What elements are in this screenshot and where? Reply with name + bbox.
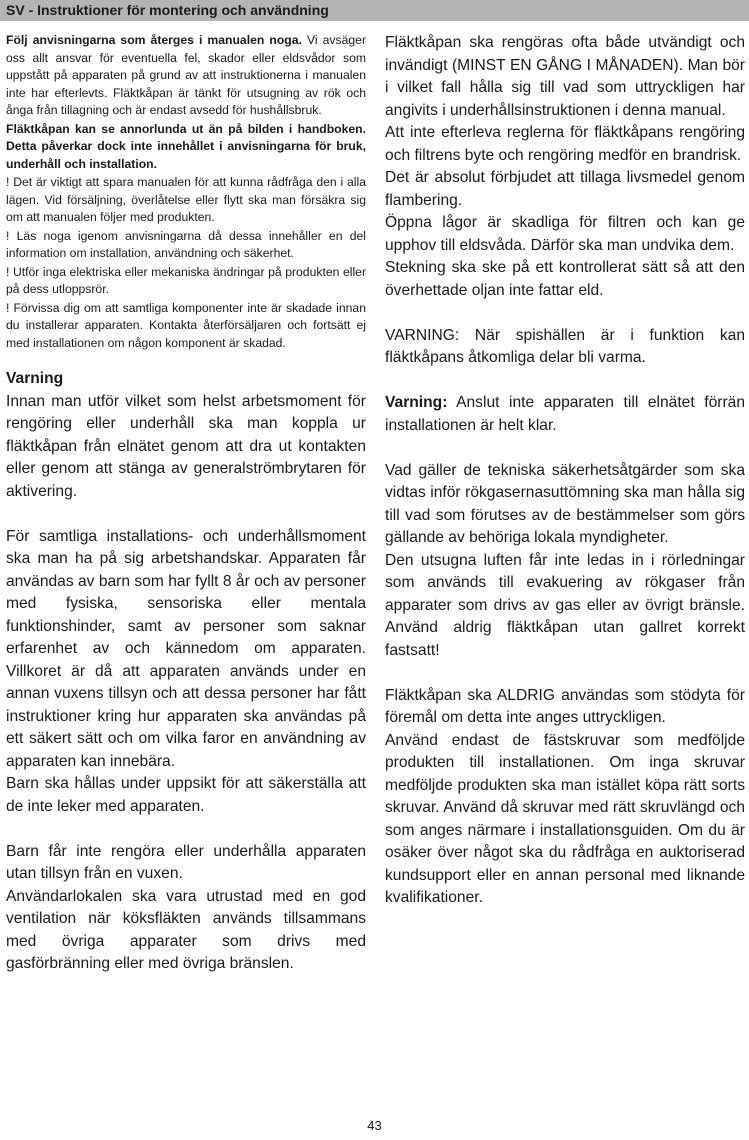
note-4: ! Förvissa dig om att samtliga komponenter inte är skadade innan du installerar apparaten. Kontakta återförsäljaren och fortsätt ej med installationen om någon komponent är skadad. xyxy=(6,300,366,350)
right-paragraph-1: Fläktkåpan ska rengöras ofta både utvändigt och invändigt (MINST EN GÅNG I MÅNADEN). Man bör i vilket fall hålla sig till vad som uttryckligen har angivits i underhållsinstruktionen i denna manual. xyxy=(385,34,745,119)
right-paragraph-6: VARNING: När spishällen är i funktion kan fläktkåpans åtkomliga delar bli varma. xyxy=(385,326,745,366)
cleaning-paragraph: Barn får inte rengöra eller underhålla apparaten utan tillsyn från en vuxen. xyxy=(6,842,366,882)
right-paragraph-5: Stekning ska ske på ett kontrollerat sätt så att den överhettade oljan inte fattar eld. xyxy=(385,259,745,299)
left-column xyxy=(6,32,366,1122)
right-paragraph-11: Använd endast de fästskruvar som medföljde produkten till installationen. Om inga skruvar medföljde produkten ska man istället köpa rätt sorts skruvar. Använd då skruvar med rätt skruvlängd och som anges närmare i installationsguiden. Om du är osäker över något ska du rådfråga en auktoriserad kundsupport eller en annan personal med liknande kvalifikationer. xyxy=(385,731,745,906)
warning-heading: Varning xyxy=(6,370,64,387)
intro-rest: Vi avsäger oss allt ansvar för eventuella fel, skador eller eldsvådor som uppstått på apparaten på grund av att instruktionerna i manualen inte har efterlevts. Fläktkåpan är tänkt för utsugning av rök och ånga från tillagning och är endast avsedd för hushållsbruk. xyxy=(6,33,366,117)
right-paragraph-7 xyxy=(385,392,745,437)
warning-label: Varning: xyxy=(385,394,448,411)
right-paragraph-3: Det är absolut förbjudet att tillaga livsmedel genom flambering. xyxy=(385,169,745,209)
right-paragraph-4: Öppna lågor är skadliga för filtren och kan ge upphov till eldsvåda. Därför ska man undvika dem. xyxy=(385,214,745,254)
header-title: SV - Instruktioner för montering och användning xyxy=(6,2,329,18)
ventilation-paragraph: Användarlokalen ska vara utrustad med en god ventilation när köksfläkten används tillsammans med övriga apparater som drivs med gasförbränning eller med övriga bränslen. xyxy=(6,887,366,972)
intro-paragraph xyxy=(6,32,366,120)
page-header-bar xyxy=(0,0,749,21)
intro-bold: Följ anvisningarna som återges i manualen noga. xyxy=(6,33,302,47)
note-2: ! Läs noga igenom anvisningarna då dessa innehåller en del information om installation, användning och säkerhet. xyxy=(6,228,366,260)
install-paragraph: För samtliga installations- och underhållsmoment ska man ha på sig arbetshandskar. Apparaten får användas av barn som har fyllt 8 år och av personer med fysiska, sensoriska eller mentala funktionshinder, samt av personer som saknar erfarenhet av och kännedom om apparaten. Villkoret är då att apparaten används under en annan vuxens tillsyn och att dessa personer har fått instruktioner kring hur apparaten ska användas på ett säkert sätt och om vilka faror en användning av apparaten kan innebära. xyxy=(6,527,366,770)
bold-note: Fläktkåpan kan se annorlunda ut än på bilden i handboken. Detta påverkar dock inte innehållet i anvisningarna för bruk, underhåll och installation. xyxy=(6,121,366,171)
right-column xyxy=(385,32,745,1122)
note-3: ! Utför inga elektriska eller mekaniska ändringar på produkten eller på dess utloppsrör. xyxy=(6,264,366,296)
warning-text: Innan man utför vilket som helst arbetsmoment för rengöring eller underhåll ska man koppla ur fläktkåpan från elnätet genom att dra ut kontakten eller genom att stänga av generalströmbrytaren för aktivering. xyxy=(6,392,366,500)
note-1: ! Det är viktigt att spara manualen för att kunna rådfråga den i alla lägen. Vid försäljning, överlåtelse eller flytt ska man försäkra sig om att manualen följer med produkten. xyxy=(6,175,366,224)
right-paragraph-8: Vad gäller de tekniska säkerhetsåtgärder som ska vidtas inför rökgasernasuttömning ska man hålla sig till vad som förutses av de bestämmelser som görs gällande av behöriga lokala myndigheter. xyxy=(385,461,745,546)
warning-rest: Anslut inte apparaten till elnätet förrän installationen är helt klar. xyxy=(385,394,745,434)
right-paragraph-10: Fläktkåpan ska ALDRIG användas som stödyta för föremål om detta inte anges uttryckligen. xyxy=(385,686,745,726)
children-paragraph: Barn ska hållas under uppsikt för att säkerställa att de inte leker med apparaten. xyxy=(6,775,366,815)
right-paragraph-9: Den utsugna luften får inte ledas in i rörledningar som används till evakuering av rökgaser från apparater som drivs av gas eller av övrigt bränsle. Använd aldrig fläktkåpan utan gallret korrekt fastsatt! xyxy=(385,551,745,659)
page-number: 43 xyxy=(367,1118,382,1133)
right-paragraph-2: Att inte efterleva reglerna för fläktkåpans rengöring och filtrens byte och rengöring medför en brandrisk. xyxy=(385,124,745,164)
